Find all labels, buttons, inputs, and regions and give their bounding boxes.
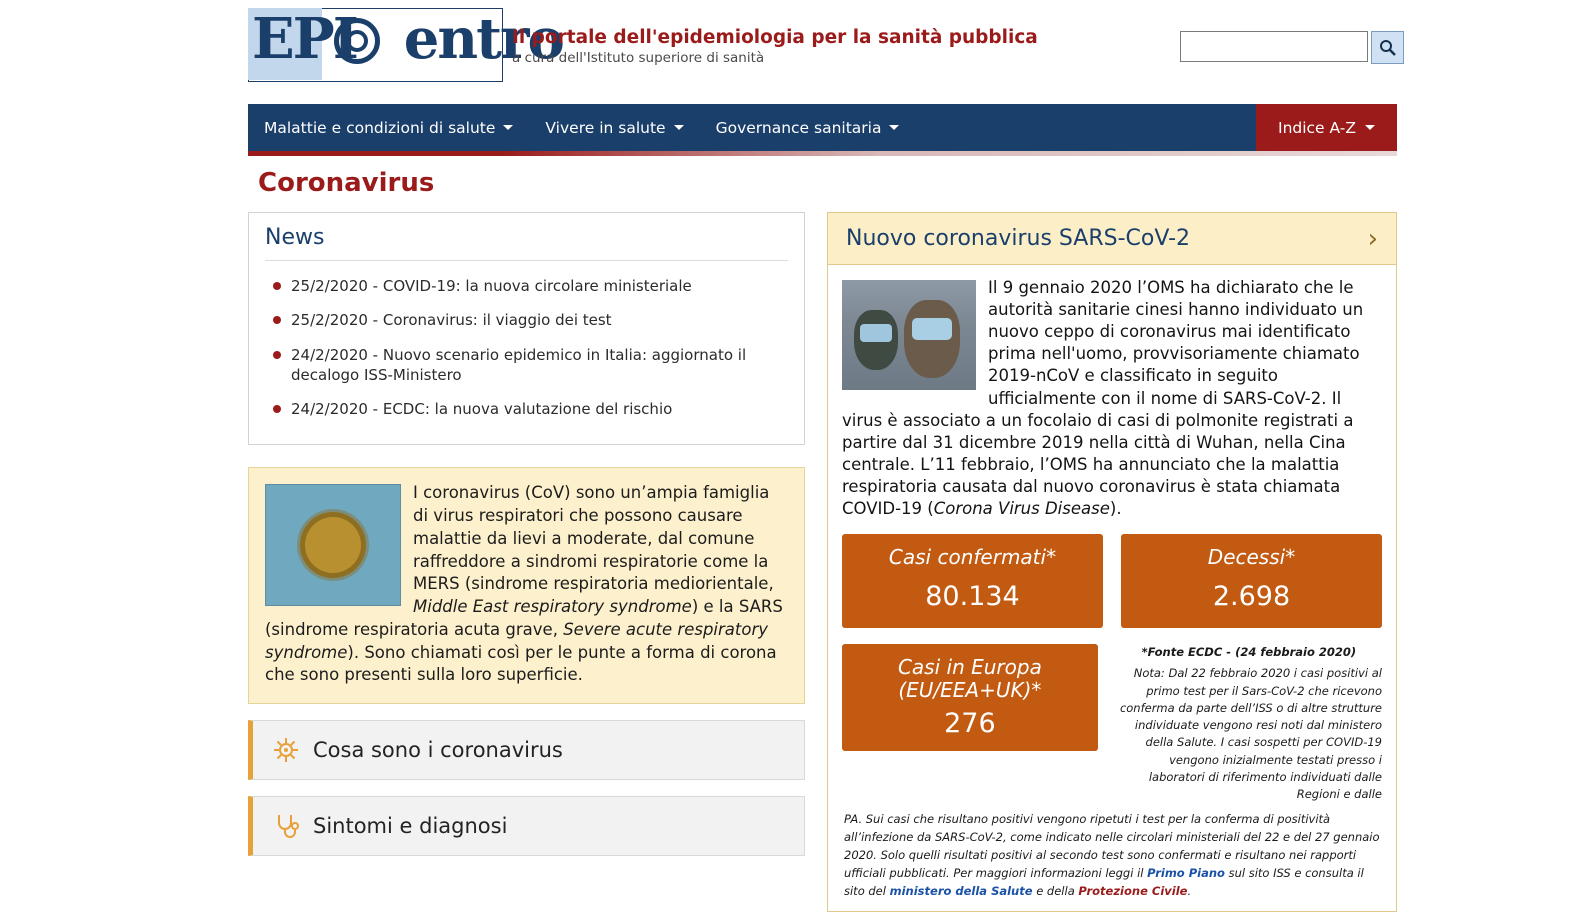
list-item[interactable] bbox=[265, 338, 788, 393]
list-item[interactable] bbox=[265, 303, 788, 337]
definition-italic-sars: Severe acute respiratory syndrome bbox=[265, 619, 769, 662]
news-heading: News bbox=[265, 225, 788, 261]
virus-icon bbox=[271, 735, 301, 765]
highlight-header[interactable] bbox=[828, 213, 1396, 265]
accordion-label: Cosa sono i coronavirus bbox=[313, 738, 563, 763]
stat-value: 276 bbox=[944, 708, 996, 740]
nav-item-indice-az[interactable] bbox=[1256, 104, 1397, 151]
definition-text-part1: I coronavirus (CoV) sono un’ampia famiglia di virus respiratori che possono causare malattie da lievi a moderate, dal comune raffreddore a sindromi respiratorie come la MERS (sindrome respiratoria mediorientale, bbox=[413, 483, 774, 594]
search-button[interactable] bbox=[1371, 31, 1404, 64]
nav-item-label: Malattie e condizioni di salute bbox=[264, 118, 496, 137]
nav-item-vivere-in-salute[interactable] bbox=[529, 104, 699, 151]
portal-tagline: Il portale dell'epidemiologia per la sanità pubblica bbox=[512, 27, 1038, 48]
link-protezione-civile[interactable]: Protezione Civile bbox=[1078, 883, 1188, 898]
source-note-text: Nota: Dal 22 febbraio 2020 i casi positivi al primo test per il Sars-CoV-2 che ricevono conferma da parte dell’ISS o di altre strutture individuate vengono resi noti dal ministero della Salute. I casi sospetti per COVID-19 vengono inizialmente testati presso i laboratori di riferimento individuati dalle Regioni e dalle bbox=[1119, 666, 1382, 802]
news-card bbox=[248, 212, 805, 445]
nav-items bbox=[248, 104, 915, 151]
news-list bbox=[265, 269, 788, 426]
source-note bbox=[1116, 644, 1382, 803]
stat-label-line1: Casi in Europa bbox=[897, 655, 1042, 680]
stat-value: 80.134 bbox=[925, 581, 1020, 613]
site-logo[interactable] bbox=[248, 6, 563, 82]
stethoscope-icon bbox=[271, 811, 301, 841]
stat-label: Decessi* bbox=[1207, 545, 1296, 570]
accordion-label: Sintomi e diagnosi bbox=[313, 814, 508, 839]
logo-word-epi: EPI bbox=[252, 6, 357, 72]
site-header bbox=[0, 0, 1596, 98]
accordion-cosa-sono-i-coronavirus[interactable] bbox=[248, 720, 805, 780]
stat-and-source-row bbox=[842, 644, 1382, 803]
note-text-4: . bbox=[1187, 883, 1192, 898]
chevron-down-icon bbox=[889, 125, 899, 130]
nav-accent-bar bbox=[248, 151, 1397, 156]
highlight-title: Nuovo coronavirus SARS-CoV-2 bbox=[846, 226, 1191, 251]
search-icon bbox=[1379, 39, 1396, 56]
highlight-text bbox=[842, 277, 1382, 520]
definition-italic-mers: Middle East respiratory syndrome bbox=[413, 597, 692, 617]
chevron-right-icon[interactable]: › bbox=[1367, 223, 1378, 254]
link-ministero-salute[interactable]: ministero della Salute bbox=[889, 883, 1033, 898]
nav-item-label: Governance sanitaria bbox=[715, 118, 882, 137]
highlight-text-part2: ). bbox=[1109, 499, 1122, 519]
nav-item-malattie[interactable] bbox=[248, 104, 529, 151]
list-item[interactable] bbox=[265, 392, 788, 426]
highlight-text-italic: Corona Virus Disease bbox=[933, 499, 1110, 519]
note-text-2: sul sito ISS e consulta il sito del bbox=[844, 865, 1364, 898]
news-link[interactable]: 25/2/2020 - COVID-19: la nuova circolare ministeriale bbox=[291, 277, 692, 295]
nav-item-label: Vivere in salute bbox=[545, 118, 666, 137]
people-wearing-masks-photo bbox=[842, 280, 976, 390]
definition-box bbox=[248, 467, 805, 704]
right-column bbox=[827, 212, 1397, 912]
nav-az-label: Indice A-Z bbox=[1278, 118, 1356, 137]
stat-box-decessi bbox=[1121, 534, 1382, 628]
note-text-1: PA. Sui casi che risultano positivi vengono ripetuti i test per la conferma di positività all’infezione da SARS-CoV-2, come indicato nelle circolari ministeriali del 22 e del 27 gennaio 2020. Solo quelli risultati positivi al secondo test sono confermati e risultano nei rapporti ufficiali pubblicati. Per maggiori informazioni leggi il bbox=[844, 812, 1380, 880]
main-content bbox=[248, 160, 1397, 912]
search-area bbox=[1180, 31, 1404, 64]
portal-subtitle: a cura dell'Istituto superiore di sanità bbox=[512, 50, 765, 66]
stat-boxes-row bbox=[842, 534, 1382, 628]
source-heading: *Fonte ECDC - (24 febbraio 2020) bbox=[1141, 645, 1357, 660]
source-note-continued bbox=[842, 811, 1382, 900]
definition-text-part3: ). Sono chiamati così per le punte a forma di corona che sono presenti sulla loro superficie. bbox=[265, 642, 777, 685]
news-link[interactable]: 25/2/2020 - Coronavirus: il viaggio dei test bbox=[291, 311, 612, 330]
page-title: Coronavirus bbox=[258, 168, 435, 198]
main-navigation bbox=[248, 104, 1397, 151]
highlight-panel bbox=[827, 212, 1397, 912]
coronavirus-micrograph-image bbox=[265, 484, 401, 606]
highlight-text-part1: Il 9 gennaio 2020 l’OMS ha dichiarato che le autorità sanitarie cinesi hanno individuato un nuovo ceppo di coronavirus mai identificato prima nell'uomo, provvisoriamente chiamato 2019-nCoV e classificato in seguito ufficialmente con il nome di SARS-CoV-2. Il virus è associato a un focolaio di casi di polmonite registrati a partire dal 31 dicembre 2019 nella città di Wuhan, nella Cina centrale. L’11 febbraio, l’OMS ha annunciato che la malattia respiratoria causata dal nuovo coronavirus è stata chiamata COVID-19 ( bbox=[842, 278, 1364, 519]
chevron-down-icon bbox=[674, 125, 684, 130]
definition-text-part2: ) e la SARS (sindrome respiratoria acuta grave, bbox=[265, 597, 783, 639]
search-input[interactable] bbox=[1180, 31, 1368, 62]
logo-ring-inner-icon bbox=[346, 30, 368, 52]
stat-value: 2.698 bbox=[1212, 581, 1291, 613]
accordion-sintomi-e-diagnosi[interactable] bbox=[248, 796, 805, 856]
left-column bbox=[248, 212, 805, 912]
link-primo-piano[interactable]: Primo Piano bbox=[1147, 865, 1225, 880]
news-link[interactable]: 24/2/2020 - ECDC: la nuova valutazione del rischio bbox=[291, 400, 673, 418]
stat-box-casi-in-europa bbox=[842, 644, 1098, 751]
nav-item-governance-sanitaria[interactable] bbox=[700, 104, 916, 151]
chevron-down-icon bbox=[503, 125, 513, 130]
logo-word-centro: entro bbox=[403, 6, 563, 72]
note-text-3: e della bbox=[1032, 883, 1079, 898]
highlight-body bbox=[828, 265, 1396, 911]
stat-label: Casi confermati* bbox=[888, 545, 1057, 570]
list-item[interactable] bbox=[265, 269, 788, 303]
stat-box-casi-confermati bbox=[842, 534, 1103, 628]
chevron-down-icon bbox=[1365, 125, 1375, 130]
news-link[interactable]: 24/2/2020 - Nuovo scenario epidemico in Italia: aggiornato il decalogo ISS-Ministero bbox=[291, 345, 747, 384]
stat-label-line2: (EU/EEA+UK)* bbox=[898, 678, 1042, 703]
two-column-layout bbox=[248, 212, 1397, 912]
